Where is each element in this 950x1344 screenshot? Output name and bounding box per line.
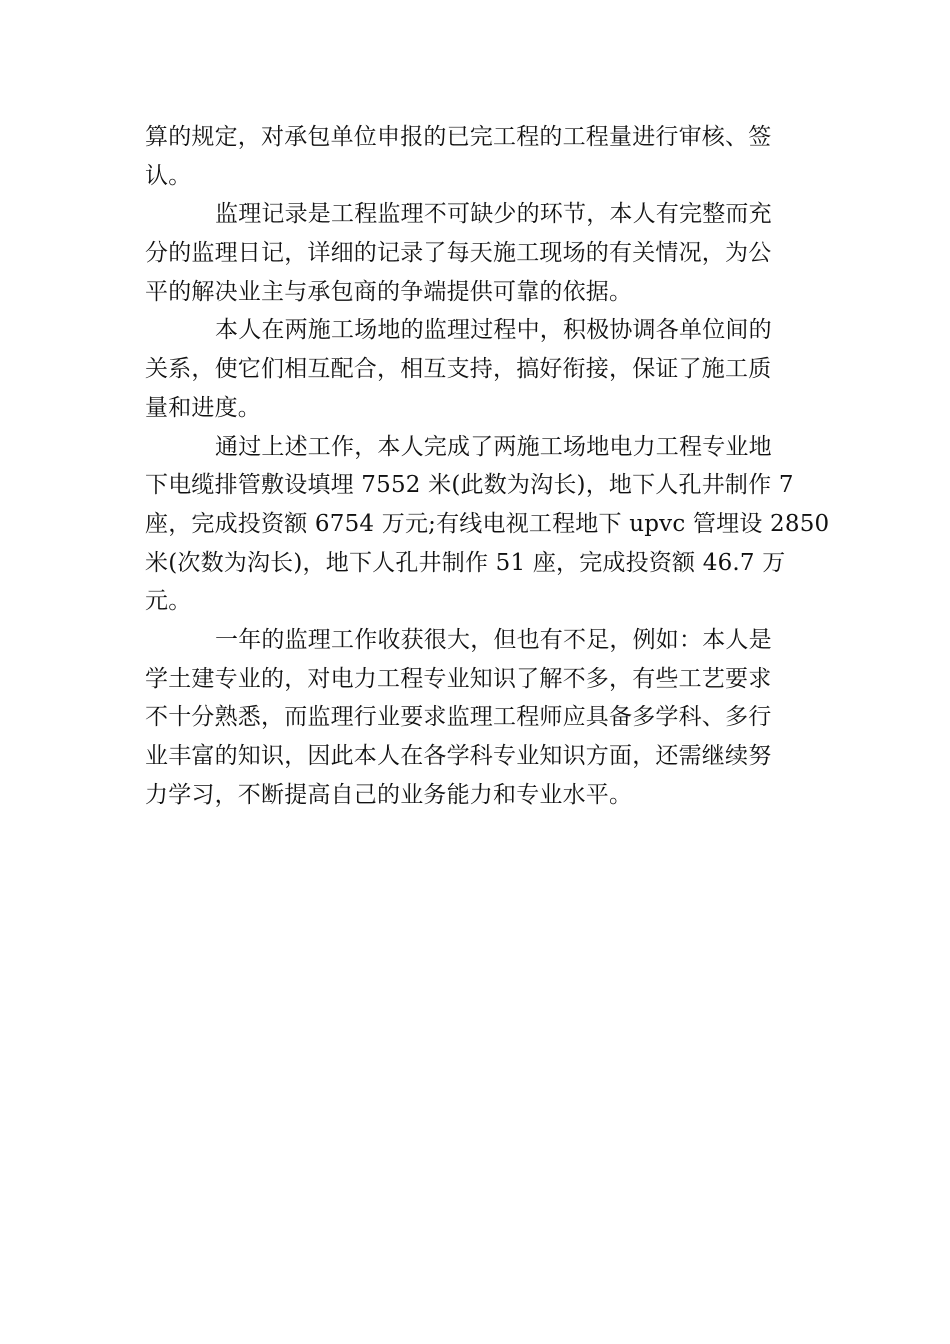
text-line: 一年的监理工作收获很大，但也有不足，例如：本人是 — [215, 626, 772, 653]
paragraph-coordination — [145, 311, 805, 427]
document-body — [145, 118, 830, 814]
paragraph-reflection — [145, 621, 805, 814]
text-line: 不十分熟悉，而监理行业要求监理工程师应具备多学科、多行 — [145, 704, 772, 731]
text-line: 学土建专业的，对电力工程专业知识了解不多，有些工艺要求 — [145, 665, 772, 692]
text-line: 业丰富的知识，因此本人在各学科专业知识方面，还需继续努 — [145, 743, 772, 769]
paragraph-work-completed — [145, 428, 830, 621]
text-line: 认。 — [145, 162, 192, 189]
text-line: 量和进度。 — [145, 394, 261, 421]
text-line: 平的解决业主与承包商的争端提供可靠的依据。 — [145, 278, 633, 305]
text-line: 本人在两施工场地的监理过程中，积极协调各单位间的 — [215, 317, 772, 344]
text-line: 座，完成投资额 6754 万元;有线电视工程地下 upvc 管埋设 2850 — [145, 510, 830, 537]
paragraph-settlement — [145, 118, 805, 195]
text-line: 通过上述工作，本人完成了两施工场地电力工程专业地 — [215, 433, 772, 460]
text-line: 算的规定，对承包单位申报的已完工程的工程量进行审核、签 — [145, 124, 772, 150]
text-line: 关系，使它们相互配合，相互支持，搞好衔接，保证了施工质 — [145, 356, 772, 383]
text-line: 分的监理日记，详细的记录了每天施工现场的有关情况，为公 — [145, 240, 772, 267]
text-line: 监理记录是工程监理不可缺少的环节，本人有完整而充 — [215, 201, 772, 228]
text-line: 下电缆排管敷设填埋 7552 米(此数为沟长)，地下人孔井制作 7 — [145, 472, 794, 499]
paragraph-records — [145, 195, 805, 311]
text-line: 米(次数为沟长)，地下人孔井制作 51 座，完成投资额 46.7 万 — [145, 549, 786, 576]
text-line: 力学习，不断提高自己的业务能力和专业水平。 — [145, 781, 633, 808]
text-line: 元。 — [145, 588, 192, 615]
